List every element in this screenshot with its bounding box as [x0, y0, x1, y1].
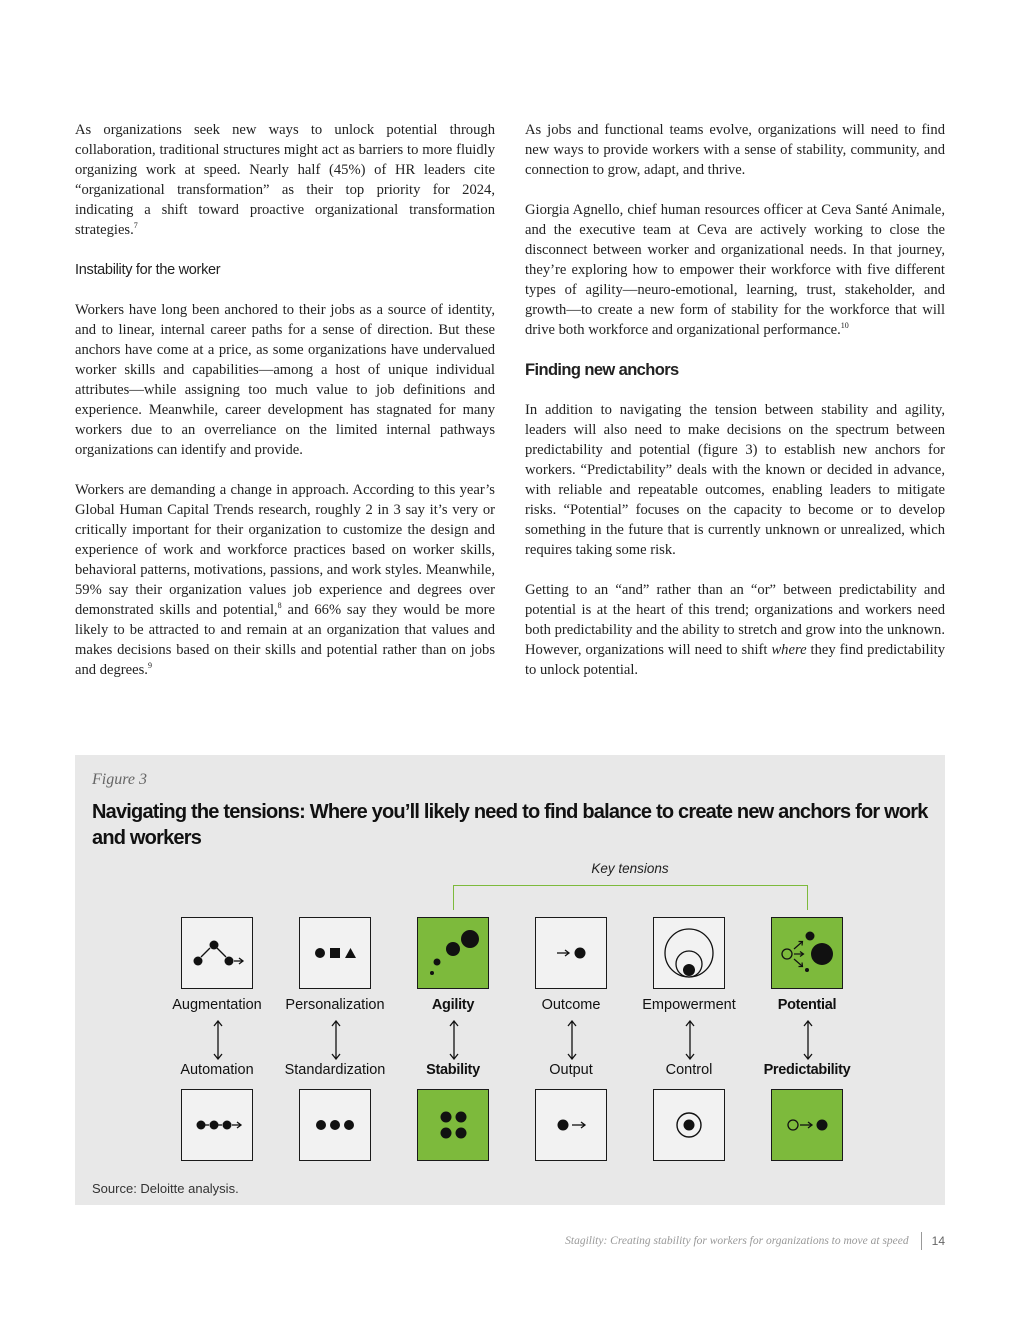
double-arrow-icon — [211, 1020, 225, 1060]
tension-label-stability: Stability — [426, 1062, 480, 1078]
figure-title: Navigating the tensions: Where you’ll likely need to find balance to create new anchors for work and workers — [92, 801, 928, 849]
section-subheading: Instability for the worker — [75, 262, 221, 278]
tension-label-outcome: Outcome — [541, 997, 601, 1013]
body-paragraph: As jobs and functional teams evolve, organizations will need to find new ways to provide workers with a sense of stability, community, and connection to grow, adapt, and thrive. — [525, 122, 945, 178]
outcome-icon — [535, 917, 607, 989]
predictability-icon — [771, 1089, 843, 1161]
footer-divider — [921, 1232, 922, 1250]
tension-label-empowerment: Empowerment — [642, 997, 736, 1013]
tension-label-output: Output — [549, 1062, 593, 1078]
tension-label-automation: Automation — [180, 1062, 254, 1078]
body-paragraph: Giorgia Agnello, chief human resources officer at Ceva Santé Animale, and the executive team at Ceva are actively working to close the disconnect between worker and organizational needs. In that journey, they’re exploring how to empower their workforce with five different types of agility—neuro-emotional, learning, trust, stakeholder, and growth—to create a new form of stability for the workforce that will drive both workforce and organizational performance.$^{10}$ — [525, 202, 945, 338]
double-arrow-icon — [329, 1020, 343, 1060]
tension-label-potential: Potential — [777, 997, 837, 1013]
double-arrow-icon — [683, 1020, 697, 1060]
body-paragraph: Workers are demanding a change in approach. According to this year’s Global Human Capital Trends research, roughly 2 in 3 say it’s very or critically important for their organization to customize the design and experience of work and workforce practices based on worker skills, behavioral patterns, motivations, passions, and work styles. Meanwhile, 59% say their organization values job experience and degrees over demonstrated skills and potential,$^8$ and 66% say they would be more likely to be attracted to and remain at an organization that values and makes decisions based on their skills and potential rather than on jobs and degrees.$^9$ — [75, 482, 496, 678]
tension-label-personalization: Personalization — [285, 997, 385, 1013]
footnote-ref[interactable]: 9 — [147, 661, 152, 671]
body-paragraph: Workers have long been anchored to their jobs as a source of identity, and to linear, internal career paths for a sense of direction. But these anchors have come at a price, as some organizations have undervalued worker skills and capabilities—among a host of unique individual attributes—while assigning too much value to job definitions and experience. Meanwhile, career development has stagnated for many workers due to an overreliance on the limited internal pathways organizations can identify and provide. — [75, 302, 495, 458]
tension-label-agility: Agility — [431, 997, 475, 1013]
output-icon — [535, 1089, 607, 1161]
key-tensions-bracket — [453, 885, 808, 910]
double-arrow-icon — [447, 1020, 461, 1060]
double-arrow-icon — [565, 1020, 579, 1060]
automation-icon — [181, 1089, 253, 1161]
control-icon — [653, 1089, 725, 1161]
footnote-ref[interactable]: 10 — [840, 321, 849, 331]
figure-label: Figure 3 — [92, 771, 147, 788]
standardization-icon — [299, 1089, 371, 1161]
section-heading: Finding new anchors — [525, 361, 679, 379]
left-column — [75, 120, 495, 700]
footnote-ref[interactable]: 8 — [277, 601, 282, 611]
body-paragraph: Getting to an “and” rather than an “or” between predictability and potential is at the heart of this trend; organizations and workers need both predictability and the ability to stretch and grow into the unknown. However, organizations will need to shift where they find predictability to unlock potential. — [525, 582, 945, 678]
figure-source: Source: Deloitte analysis. — [92, 1181, 239, 1196]
potential-icon — [771, 917, 843, 989]
personalization-icon — [299, 917, 371, 989]
tension-label-predictability: Predictability — [763, 1062, 851, 1078]
tension-label-augmentation: Augmentation — [172, 997, 262, 1013]
agility-icon — [417, 917, 489, 989]
page-number: 14 — [931, 1234, 945, 1248]
body-paragraph: In addition to navigating the tension between stability and agility, leaders will also need to make decisions on the spectrum between predictability and potential (figure 3) to establish new anchors for workers. “Predictability” deals with the known or decided in advance, with reliable and repeatable outcomes, enabling leaders to mitigate risks. “Potential” focuses on the capacity to become or to develop something in the future that is currently unknown or unrealized, which requires taking some risk. — [525, 402, 945, 558]
empowerment-icon — [653, 917, 725, 989]
figure-3 — [75, 755, 945, 1205]
stability-icon — [417, 1089, 489, 1161]
augmentation-icon — [181, 917, 253, 989]
right-column — [525, 120, 945, 700]
page-footer — [565, 1232, 945, 1250]
footnote-ref[interactable]: 7 — [133, 221, 138, 231]
key-tensions-label: Key tensions — [591, 861, 669, 876]
body-paragraph: As organizations seek new ways to unlock potential through collaboration, traditional structures might act as barriers to more fluidly organizing work at speed. Nearly half (45%) of HR leaders cite “organizational transformation” as their top priority for 2024, indicating a shift toward proactive organizational transformation strategies.$^7$ — [75, 122, 495, 238]
tension-label-standardization: Standardization — [284, 1062, 386, 1078]
double-arrow-icon — [801, 1020, 815, 1060]
footer-title: Stagility: Creating stability for workers for organizations to move at speed — [565, 1235, 909, 1247]
tension-label-control: Control — [665, 1062, 713, 1078]
